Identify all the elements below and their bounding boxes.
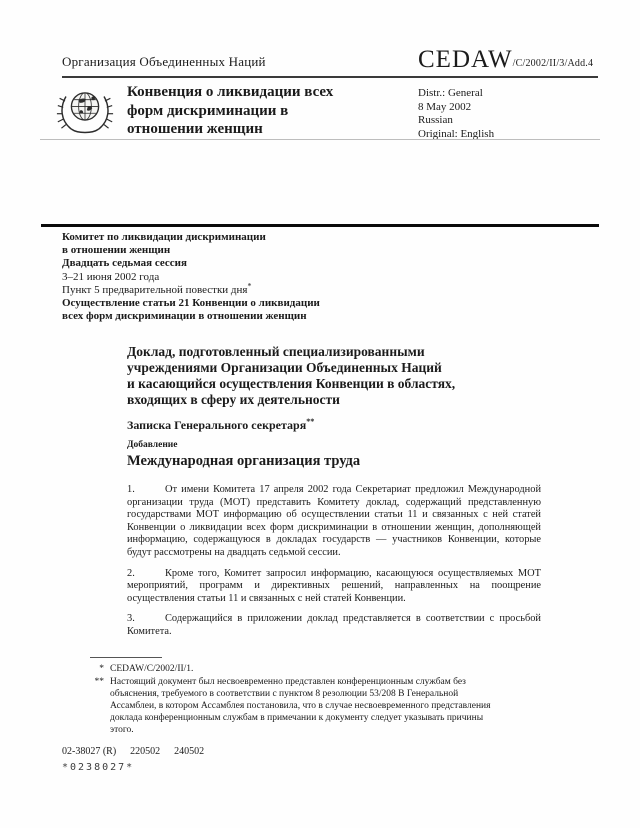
footnote-2 — [86, 676, 506, 736]
convention-title — [127, 83, 367, 139]
doc-symbol — [418, 46, 593, 74]
footnote-separator — [90, 657, 162, 658]
ilo-section-title: Международная организация труда — [127, 453, 361, 469]
distr-line: Distr.: General — [418, 87, 483, 99]
convention-title-line2: форм дискриминации в — [127, 102, 289, 119]
agenda-item — [62, 281, 320, 297]
footnote-1 — [86, 663, 506, 675]
agenda-subject-line2: всех форм дискриминации в отношении женщин — [62, 310, 307, 323]
footnote-1-marker: * — [99, 664, 104, 674]
document-number: 02-38027 (R) — [62, 746, 117, 757]
report-title-line1: Доклад, подготовленный специализированными — [127, 344, 425, 359]
footnote-ref-asterisk: * — [247, 281, 252, 291]
addendum-label: Добавление — [127, 440, 178, 450]
paragraph-3-number: 3. — [127, 613, 135, 625]
committee-block — [62, 231, 320, 323]
paragraph-3 — [127, 613, 541, 638]
footer-date-2: 240502 — [174, 746, 205, 757]
paragraph-1-number: 1. — [127, 484, 135, 495]
header-rule — [62, 76, 598, 78]
secretary-general-note — [127, 418, 314, 433]
document-number-line — [62, 746, 204, 757]
distribution-block — [418, 87, 494, 141]
agenda-item-text: Пункт 5 предварительной повестки дня — [62, 283, 248, 296]
footnotes-block — [86, 663, 506, 737]
report-title-line3: и касающийся осуществления Конвенции в областях, — [127, 376, 456, 391]
paragraph-2 — [127, 568, 541, 606]
report-title-line2: учреждениями Организации Объединенных Наций — [127, 360, 442, 375]
session-dates: 3–21 июня 2002 года — [62, 270, 160, 283]
paragraph-2-text: Кроме того, Комитет запросил информацию, касающуюся осуществляемых МОТ мероприятий, программ и директивных решений, направленных на поощрение осуществления статьи 11 и связанных с ней статей Конвенции. — [127, 567, 541, 604]
section-divider — [41, 224, 599, 227]
un-emblem-icon — [56, 84, 114, 138]
doc-symbol-suffix: /C/2002/II/3/Add.4 — [512, 58, 594, 69]
footnote-2-marker: ** — [94, 677, 104, 687]
footer-date-1: 220502 — [130, 746, 161, 757]
footnote-2-text: Настоящий документ был несвоевременно представлен конференционным службам без объяснения, требуемого в соответствии с пунктом 8 резолюции 53/208 B Генеральной Ассамблеи, в котором Ассамблея постановила, что в случае несвоевременного представления доклада конференционным службам в примечании к документу следует указывать причины этого. — [110, 677, 491, 735]
session-title: Двадцать седьмая сессия — [62, 257, 187, 270]
paragraph-1-text: От имени Комитета 17 апреля 2002 года Секретариат предложил Международной организации труда (МОТ) представить Комитету доклад, содержащий представленную государствами МОТ информацию об осуществлении статьи 11 и связанных с ней статей Конвенции о ликвидации всех форм дискриминации в отношении женщин, дополняющей информацию, содержащуюся в докладах государств — участников Конвенции, которые будут рассмотрены на двадцать седьмой сессии. — [127, 484, 541, 558]
paragraph-1 — [127, 484, 541, 560]
committee-name-line1: Комитет по ликвидации дискриминации — [62, 231, 266, 243]
agenda-subject-line1: Осуществление статьи 21 Конвенции о ликвидации — [62, 297, 320, 310]
barcode-text: *0238027* — [62, 762, 135, 773]
paragraph-2-number: 2. — [127, 567, 135, 579]
convention-title-line1: Конвенция о ликвидации всех — [127, 84, 334, 100]
distr-language: Russian — [418, 114, 453, 126]
org-name: Организация Объединенных Наций — [62, 54, 266, 69]
footnote-1-text: CEDAW/C/2002/II/1. — [110, 664, 194, 674]
distr-original: Original: English — [418, 127, 495, 140]
paragraph-3-text: Содержащийся в приложении доклад представляется в соответствии с просьбой Комитета. — [127, 613, 541, 637]
body-paragraphs — [127, 484, 541, 647]
convention-title-line3: отношении женщин — [127, 121, 263, 137]
report-title — [127, 344, 557, 408]
footnote-ref-double-asterisk: ** — [306, 417, 315, 426]
note-title-text: Записка Генерального секретаря — [127, 418, 307, 432]
report-title-line4: входящих в сферу их деятельности — [127, 392, 340, 407]
distr-date: 8 May 2002 — [418, 100, 472, 113]
doc-symbol-main: CEDAW — [418, 46, 513, 73]
masthead-divider — [40, 139, 600, 140]
committee-name-line2: в отношении женщин — [62, 244, 171, 257]
